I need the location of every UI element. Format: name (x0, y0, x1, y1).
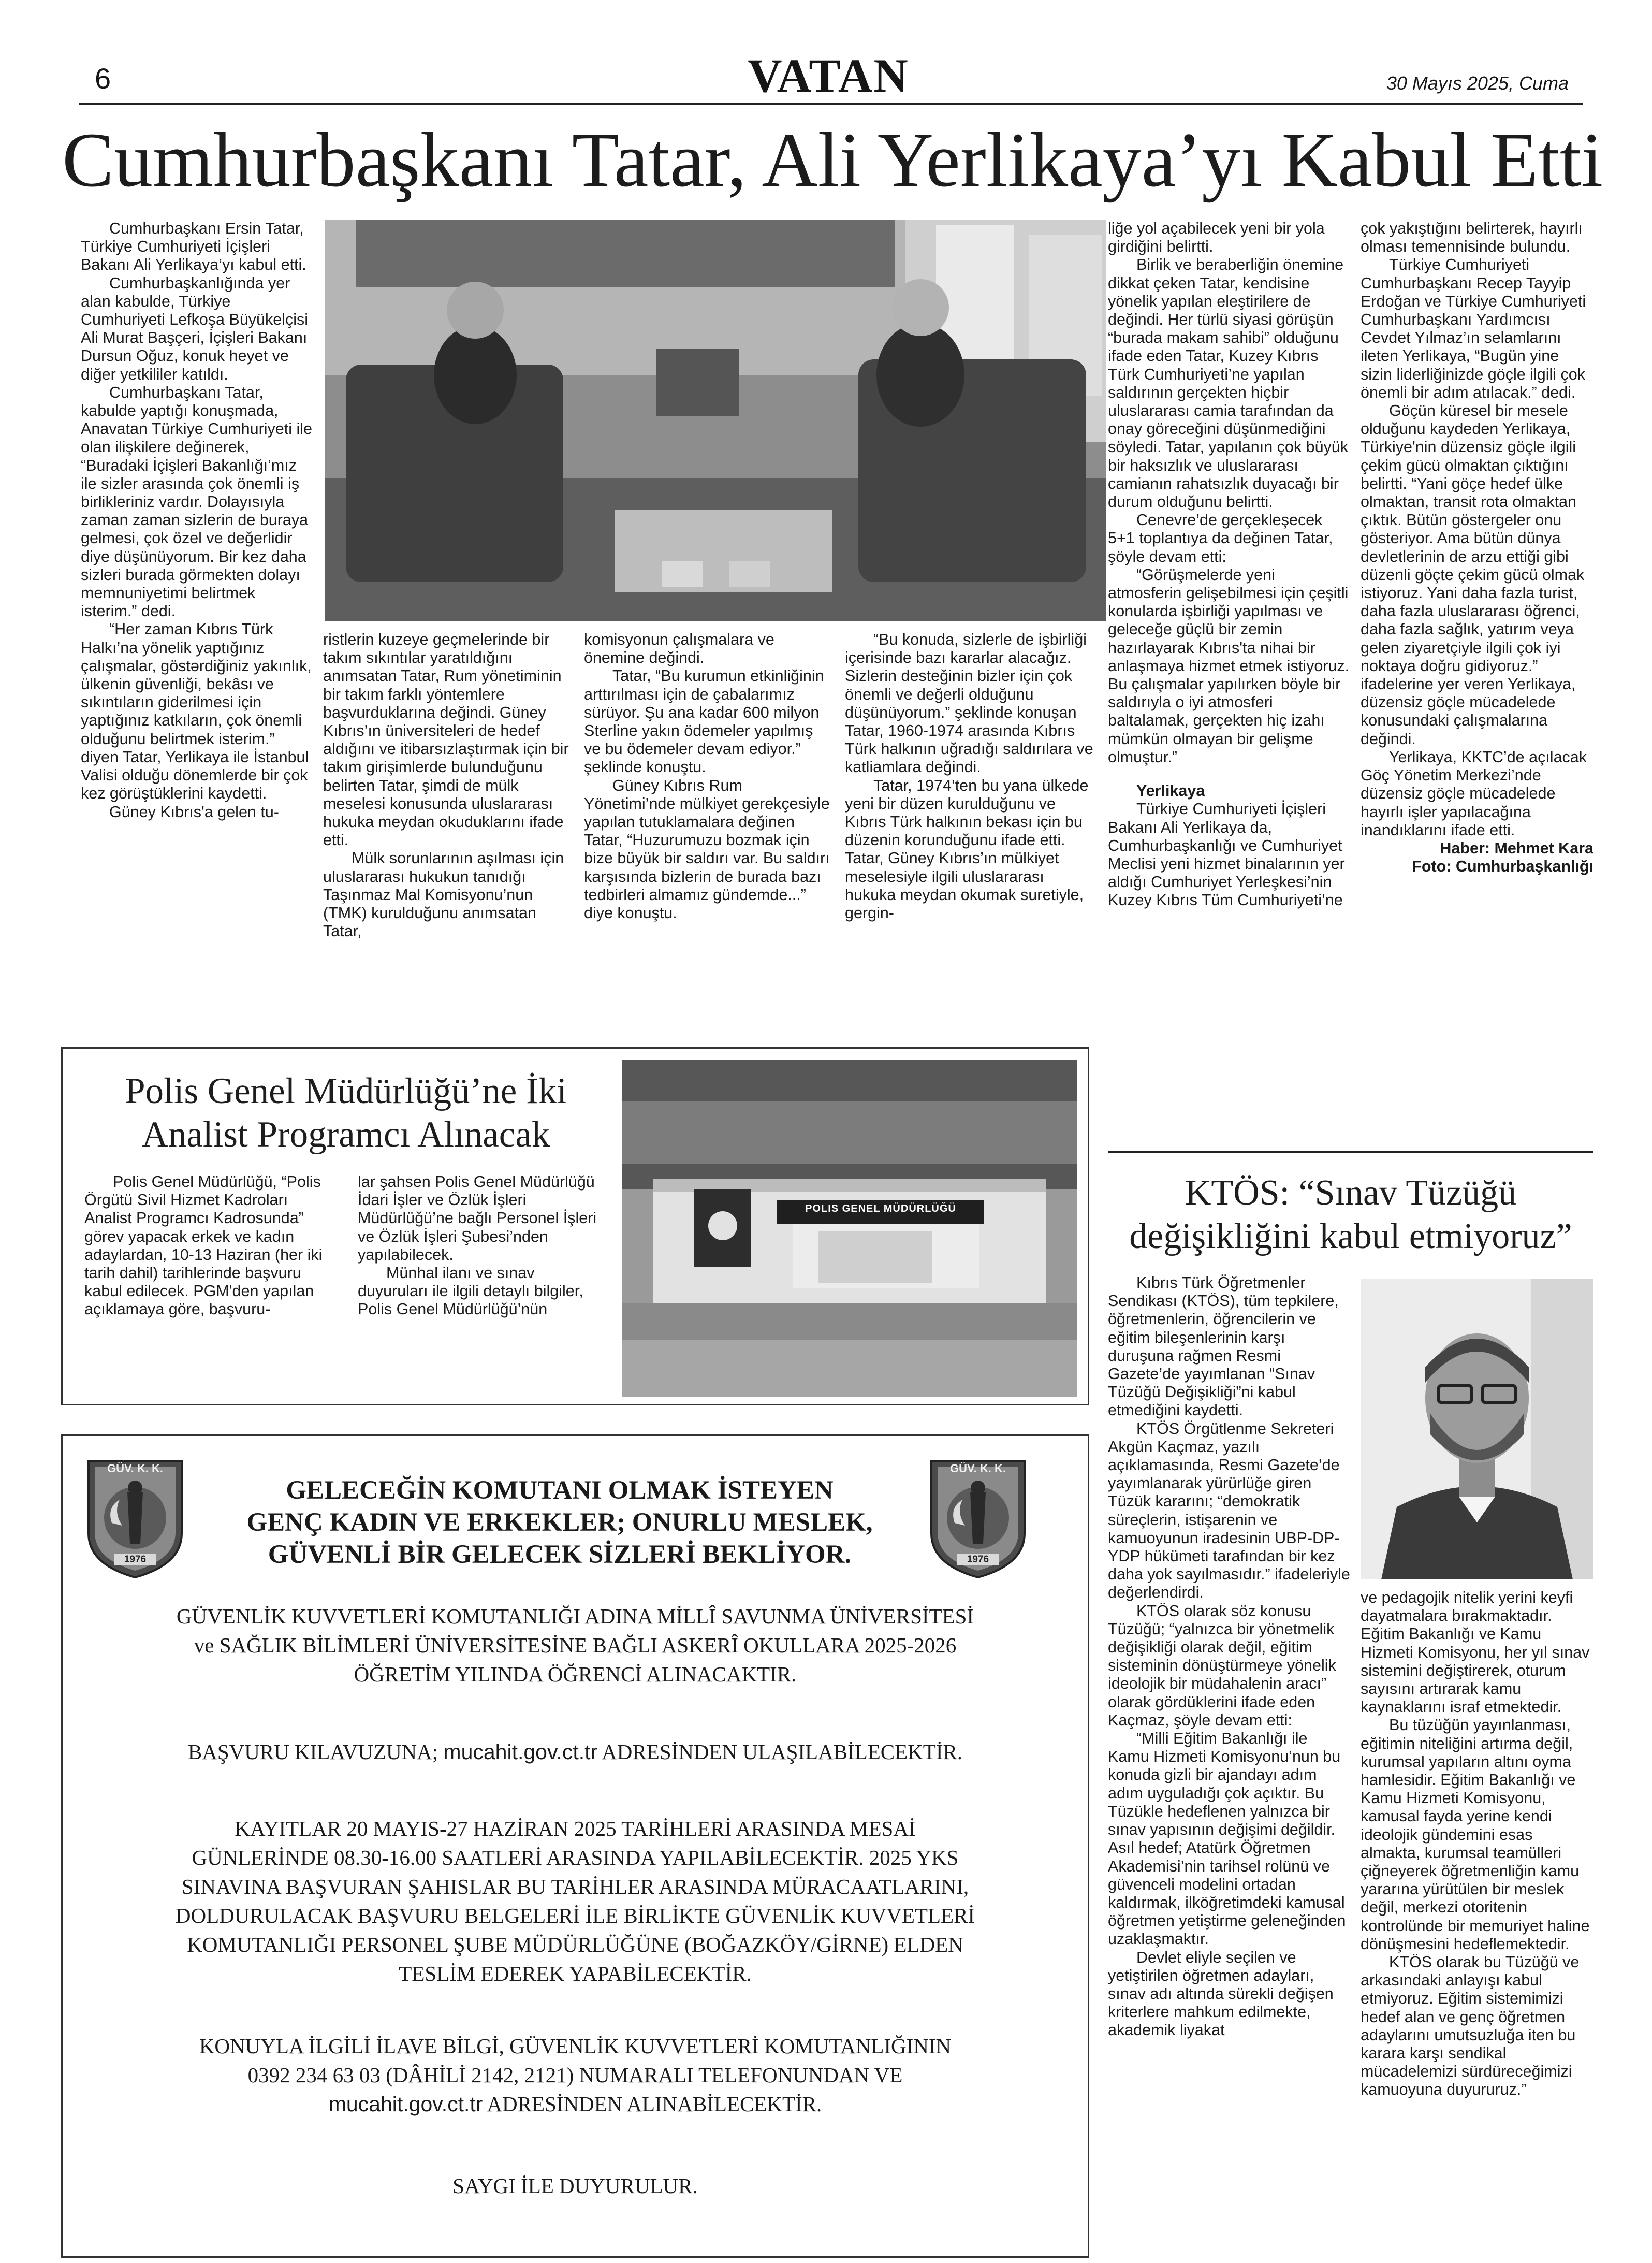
subheading-yerlikaya: Yerlikaya (1136, 782, 1205, 800)
page-number: 6 (95, 62, 111, 95)
news-credit: Haber: Mehmet Kara (1440, 839, 1593, 857)
main-article-col2: ristlerin kuzeye geçmelerinde bir takım sıkıntılar yaratıldığını anımsatan Tatar, Rum yönetiminin bir takım farklı yöntemlere başvurduklarına değindi. Güney Kıbrıs’ın üniversiteleri de hedef aldığını ve itibarsızlaştırmak için bir takım girişimlerde bulunduğunu belirten Tatar, şimdi de mülk meselesi konusunda uluslararası hukuka meydan okuduklarını ifade etti. Mülk sorunlarının aşılması için uluslararası hukukun tanıdığı Taşınmaz Mal Komisyonu’nun (TMK) kurulduğunu anımsatan Tatar, (323, 631, 569, 940)
main-article-col5: liğe yol açabilecek yeni bir yola girdiğini belirtti. Birlik ve beraberliğin önemine dikkat çeken Tatar, kendisine yönelik yapılan eleştirilere de değindi. Her türlü siyasi görüşün “burada makam sahibi” olduğunu ifade eden Tatar, Kuzey Kıbrıs Türk Cumhuriyeti’ne yapılan saldırının gerçekten hiçbir uluslararası camia tarafından da onay göreceğini düşünmediğini söyledi. Tatar, yapılanın çok büyük bir haksızlık ve uluslararası camianın rahatsızlık duyacağı bir durum olduğunu belirtti. Cenevre’de gerçekleşecek 5+1 toplantıya da değinen Tatar, şöyle devam etti: “Görüşmelerde yeni atmosferin gelişebilmesi için çeşitli konularda işbirliği yapılması ve geleceğe güçlü bir zemin hazırlayarak Kıbrıs'ta nihai bir anlaşmaya hizmet etmek istiyoruz. Bu çalışmalar yapılırken böyle bir saldırıyla o iyi atmosferi baltalamak, gerçekten hiç izahı mümkün olmayan bir gelişme olmuştur.” Yerlikaya Türkiye Cumhuriyeti İçişleri Bakanı Ali Yerlikaya da, Cumhurbaşkanlığı ve Cumhuriyet Meclisi yeni hizmet binalarının yer aldığı Cumhuriyet Yerleşkesi’nin Kuzey Kıbrıs Tüm Cumhuriyeti’ne (1108, 220, 1351, 1141)
emblem-right-text: GÜV. K. K. (950, 1462, 1006, 1475)
photo-credit: Foto: Cumhurbaşkanlığı (1412, 858, 1593, 876)
police-col2: lar şahsen Polis Genel Müdürlüğü İdari İşler ve Özlük İşleri Müdürlüğü’ne bağlı Personel İşleri ve Özlük İşleri Şubesi’nden yapılabilecek. Münhal ilanı ve sınav duyuruları ile ilgili detaylı bilgiler, Polis Genel Müdürlüğü’nün (358, 1173, 597, 1318)
ktos-col2: ve pedagojik nitelik yerini keyfi dayatmalara bırakmaktadır. Eğitim Bakanlığı ve Kamu Hizmeti Komisyonu, her yıl sınav sistemini değiştirerek, oturum sayısını artırarak kamu kaynaklarını israf etmektedir. Bu tüzüğün yayınlanması, eğitimin niteliğini artırma değil, kurumsal yapıların altını oyma hamlesidir. Eğitim Bakanlığı ve Kamu Hizmeti Komisyonu, kamusal fayda yerine kendi ideolojik gündemini esas almakta, kurumsal teamülleri çiğneyerek öğretmenliğin kamu yararına yürütülen bir meslek değil, merkezi otoritenin kontrolünde bir memuriyet haline dönüşmesini hedeflemektedir. KTÖS olarak bu Tüzüğü ve arkasındaki anlayışı kabul etmiyoruz. Eğitim sistemimizi hedef alan ve genç öğretmen adaylarını umutsuzluğa iten bu karara karşı sendikal mücadelemizi sürdüreceğimizi kamuoyuna duyururuz.” (1361, 1589, 1590, 2099)
police-headline: Polis Genel Müdürlüğü’ne İki Analist Programcı Alınacak (125, 1071, 567, 1155)
main-article-col6: çok yakıştığını belirterek, hayırlı olması temennisinde bulundu. Türkiye Cumhuriyeti Cumhurbaşkanı Recep Tayyip Erdoğan ve Türkiye Cumhuriyeti Cumhurbaşkanı Yardımcısı Cevdet Yılmaz’ın selamlarını ileten Yerlikaya, “Bugün yine sizin liderliğinizde göçle ilgili çok önemli bir adım atılacak.” dedi. Göçün küresel bir mesele olduğunu kaydeden Yerlikaya, Türkiye'nin düzensiz göçle ilgili çekim gücü olmaktan çıktığını belirtti. “Yani göçe hedef ülke olmaktan, transit rota olmaktan çıktık. Bütün göstergeler onu gösteriyor. Ama bütün dünya devletlerinin de arzu ettiği gibi düzenli göçte çekim gücü olmak istiyoruz. Yani daha fazla turist, daha fazla uluslararası öğrenci, daha fazla sağlık, yatırım veya gelen ziyaretçiyle ilgili çok iyi noktaya doğru gidiyoruz.” ifadelerine yer veren Yerlikaya, düzensiz göçle mücadelede konusundaki çalışmalarına değindi. Yerlikaya, KKTC’de açılacak Göç Yönetim Merkezi’nde düzensiz göçle mücadelede hayırlı işler yapılacağına inandıklarını ifade etti. Haber: Mehmet Kara Foto: Cumhurbaşkanlığı (1361, 220, 1593, 876)
main-headline: Cumhurbaşkanı Tatar, Ali Yerlikaya’yı Kabul Etti (62, 117, 1603, 203)
ktos-portrait-photo (1361, 1279, 1593, 1579)
paper-name: VATAN (748, 49, 909, 102)
advert-paragraph-1: GÜVENLİK KUVVETLERİ KOMUTANLIĞI ADINA MİLLÎ SAVUNMA ÜNİVERSİTESİ ve SAĞLIK BİLİMLERİ ÜNİVERSİTESİNE BAĞLI ASKERÎ OKULLARA 2025-2026 ÖĞRETİM YILINDA ÖĞRENCİ ALINACAKTIR. (176, 1604, 974, 1686)
ktos-headline: KTÖS: “Sınav Tüzüğü değişikliğini kabul etmiyoruz” (1129, 1173, 1572, 1256)
ktos-col1: Kıbrıs Türk Öğretmenler Sendikası (KTÖS), tüm tepkilere, öğretmenlerin, öğrencilerin ve eğitim bileşenlerinin karşı duruşuna rağmen Resmi Gazete’de yayımlanan “Sınav Tüzüğü Değişikliği”ni kabul etmediğini kaydetti. KTÖS Örgütlenme Sekreteri Akgün Kaçmaz, yazılı açıklamasında, Resmi Gazete’de yayımlanarak yürürlüğe giren Tüzük kararını; “demokratik süreçlerin, istişarenin ve kamuoyunun iradesinin UBP-DP-YDP hükümeti tarafından bir kez daha yok sayılmasıdır.” ifadeleriyle değerlendirdi. KTÖS olarak söz konusu Tüzüğü; “yalnızca bir yönetmelik değişikliği olarak değil, eğitim sisteminin dönüştürmeye yönelik ideolojik bir müdahalenin aracı” olarak gördüklerini ifade eden Kaçmaz, şöyle devam etti: “Milli Eğitim Bakanlığı ile Kamu Hizmeti Komisyonu’nun bu konuda gizli bir ajandayı adım adım uyguladığı çok açıktır. Bu Tüzükle hedeflenen yalnızca bir sınav yapısının değişimi değildir. Asıl hedef; Atatürk Öğretmen Akademisi’nin tarihsel rolünü ve güvenceli modelini ortadan kaldırmak, ilköğretimdeki kamusal öğretmen yetiştirme geleneğinden uzaklaşmaktır. Devlet eliyle seçilen ve yetiştirilen öğretmen adayları, sınav adı altında sürekli değişen kriterlere mahkum edilmekte, akademik liyakat (1108, 1274, 1350, 2039)
police-col1: Polis Genel Müdürlüğü, “Polis Örgütü Sivil Hizmet Kadroları Analist Programcı Kadrosunda” görev yapacak erkek ve kadın adaylardan, 10-13 Haziran (her iki tarih dahil) tarihlerinde başvuru kabul edilecek. PGM'den yapılan açıklamaya göre, başvuru- (84, 1173, 323, 1318)
issue-date: 30 Mayıs 2025, Cuma (1386, 72, 1569, 94)
police-hq-photo (622, 1060, 1077, 1397)
advert-headline: GELECEĞİN KOMUTANI OLMAK İSTEYEN GENÇ KADIN VE ERKEKLER; ONURLU MESLEK, GÜVENLİ BİR GELECEK SİZLERİ BEKLİYOR. (246, 1476, 873, 1569)
advert-paragraph-4: KONUYLA İLGİLİ İLAVE BİLGİ, GÜVENLİK KUVVETLERİ KOMUTANLIĞININ 0392 234 63 03 (DÂHİLİ 2142, 2121) NUMARALI TELEFONUNDAN VE mucahit.gov.ct.tr ADRESİNDEN ALINABİLECEKTİR. (199, 2034, 952, 2116)
advert-closing: SAYGI İLE DUYURULUR. (452, 2174, 698, 2198)
emblem-right (926, 1456, 1030, 1580)
emblem-right-year: 1976 (967, 1554, 989, 1565)
emblem-left (83, 1456, 187, 1580)
military-school-advert (61, 1434, 1089, 2258)
advert-paragraph-2: BAŞVURU KILAVUZUNA; mucahit.gov.ct.tr ADRESİNDEN ULAŞILABİLECEKTİR. (187, 1740, 963, 1764)
police-news-box (61, 1047, 1089, 1405)
emblem-left-text: GÜV. K. K. (107, 1462, 163, 1475)
reception-photo (325, 220, 1106, 621)
advert-paragraph-3: KAYITLAR 20 MAYIS-27 HAZİRAN 2025 TARİHLERİ ARASINDA MESAİ GÜNLERİNDE 08.30-16.00 SAATLERİ ARASINDA YAPILABİLECEKTİR. 2025 YKS SINAVINA BAŞVURAN ŞAHISLAR BU TARİHLER ARASINDA MÜRACAATLARINI, DOLDURULACAK BAŞVURU BELGELERİ İLE BİRLİKTE GÜVENLİK KUVVETLERİ KOMUTANLIĞI PERSONEL ŞUBE MÜDÜRLÜĞÜNE (BOĞAZKÖY/GİRNE) ELDEN TESLİM EDEREK YAPABİLECEKTİR. (175, 1817, 975, 1985)
ktos-top-rule (1108, 1151, 1593, 1153)
police-hq-sign: POLIS GENEL MÜDÜRLÜĞÜ (805, 1203, 956, 1214)
emblem-left-year: 1976 (124, 1554, 147, 1565)
main-article-col4: “Bu konuda, sizlerle de işbirliği içerisinde bazı kararlar alacağız. Sizlerin desteğinin bizler için çok önemli ve değerli olduğunu düşünüyorum.” şeklinde konuşan Tatar, 1960-1974 arasında Kıbrıs Türk halkının uğradığı saldırılara ve katliamlara değindi. Tatar, 1974’ten bu yana ülkede yeni bir düzen kurulduğunu ve Kıbrıs Türk halkının bekası için bu düzenin korunduğunu ifade etti. Tatar, Güney Kıbrıs’ın mülkiyet meselesiyle ilgili uluslararası hukuka meydan okumak suretiyle, gergin- (845, 631, 1093, 922)
main-article-col3: komisyonun çalışmalara ve önemine değindi. Tatar, “Bu kurumun etkinliğinin arttırılması için de çabalarımız sürüyor. Şu ana kadar 600 milyon Sterline yakın ödemeler yapılmış ve bu ödemeler devam ediyor.” şeklinde konuştu. Güney Kıbrıs Rum Yönetimi’nde mülkiyet gerekçesiyle yapılan tutuklamalara değinen Tatar, “Huzurumuzu bozmak için bize büyük bir saldırı var. Bu saldırı karşısında bizlerin de burada bazı tedbirleri almamız gündemde...” diye konuştu. (584, 631, 830, 922)
advert-url-1[interactable]: mucahit.gov.ct.tr (443, 1740, 598, 1764)
main-article-col1: Cumhurbaşkanı Ersin Tatar, Türkiye Cumhuriyeti İçişleri Bakanı Ali Yerlikaya’yı kabul etti. Cumhurbaşkanlığında yer alan kabulde, Türkiye Cumhuriyeti Lefkoşa Büyükelçisi Ali Murat Başçeri, İçişleri Bakanı Dursun Oğuz, konuk heyet ve diğer yetkililer katıldı. Cumhurbaşkanı Tatar, kabulde yaptığı konuşmada, Anavatan Türkiye Cumhuriyeti ile olan ilişkilere değinerek, “Buradaki İçişleri Bakanlığı’mız ile sizler arasında çok önemli iş birlikleriniz vardır. Dolayısıyla zaman zaman sizlerin de buraya gelmesi, çok özel ve değerlidir diye düşünüyorum. Bir kez daha sizleri burada görmekten dolayı memnuniyetimi belirtmek isterim.” dedi. “Her zaman Kıbrıs Türk Halkı’na yönelik yaptığınız çalışmalar, göstərdiğiniz yakınlık, ülkenin güvenliği, bekâsı ve sıkıntıların giderilmesi için yaptığınız katkıların, çok önemli olduğunu belirtmek isterim.” diyen Tatar, Yerlikaya ile İstanbul Valisi olduğu dönemlerde bir çok kez görüştüklerini kaydetti. Güney Kıbrıs'a gelen tu- (81, 220, 312, 821)
advert-url-2[interactable]: mucahit.gov.ct.tr (328, 2092, 483, 2116)
masthead-rule (79, 103, 1583, 105)
